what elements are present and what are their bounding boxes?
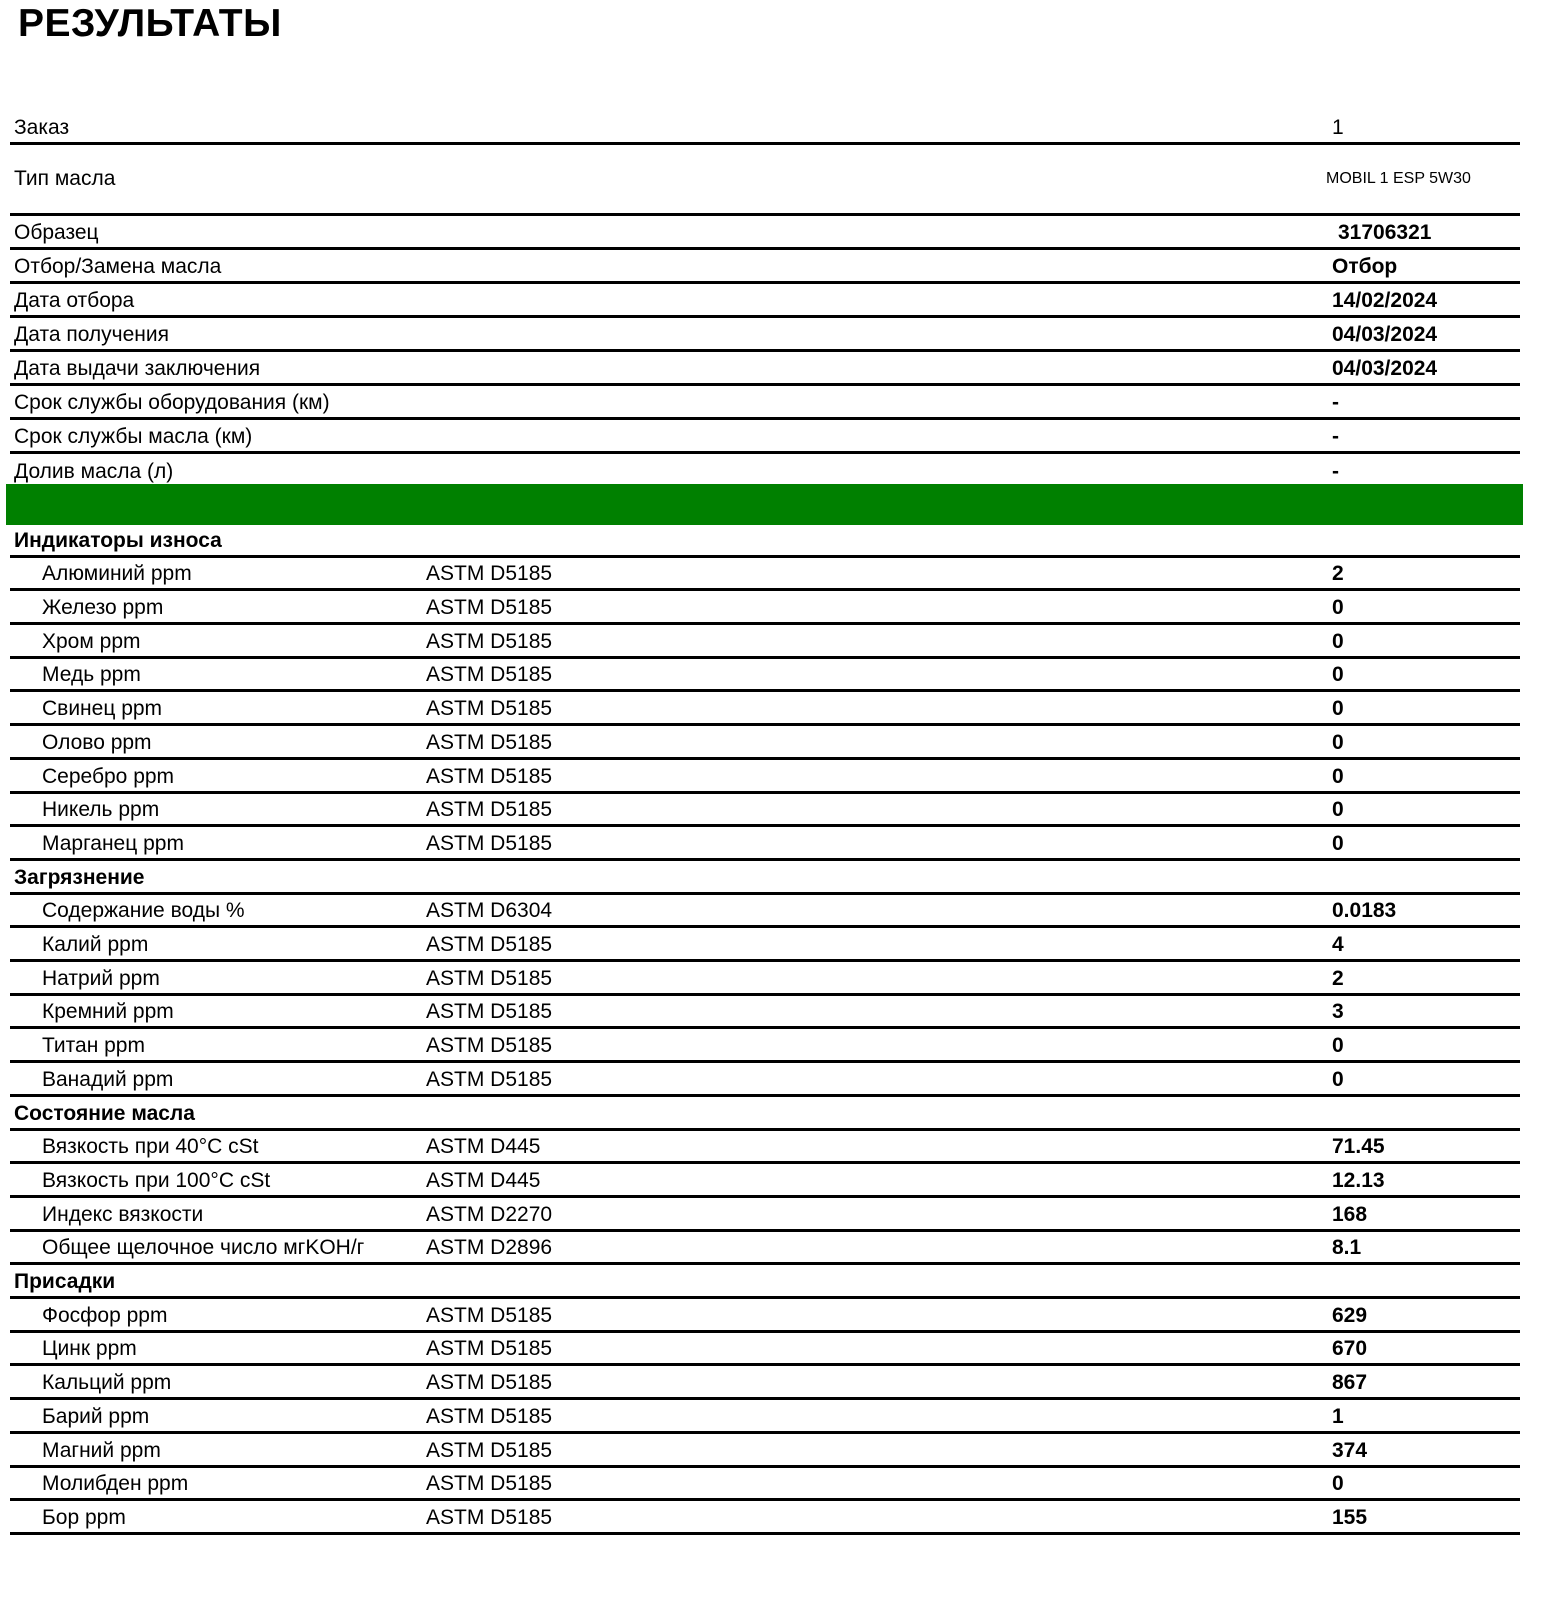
info-value: - bbox=[1332, 460, 1339, 483]
section-title: Состояние масла bbox=[14, 1101, 195, 1125]
test-name: Индекс вязкости bbox=[42, 1202, 204, 1226]
info-row-sampling-change bbox=[10, 250, 1520, 284]
test-row bbox=[10, 693, 1520, 727]
test-row bbox=[10, 827, 1520, 861]
test-row bbox=[10, 1333, 1520, 1367]
info-value: MOBIL 1 ESP 5W30 bbox=[1326, 170, 1471, 187]
test-method: ASTM D5185 bbox=[426, 1472, 553, 1496]
test-name: Фосфор ppm bbox=[42, 1303, 168, 1327]
test-row bbox=[10, 1367, 1520, 1401]
test-name: Олово ppm bbox=[42, 730, 152, 754]
test-method: ASTM D6304 bbox=[426, 899, 553, 923]
test-row bbox=[10, 1501, 1520, 1535]
test-method: ASTM D5185 bbox=[426, 1067, 553, 1091]
test-method: ASTM D445 bbox=[426, 1135, 541, 1159]
info-row-oil-life bbox=[10, 420, 1520, 454]
test-row bbox=[10, 659, 1520, 693]
test-row bbox=[10, 1131, 1520, 1165]
test-row bbox=[10, 1030, 1520, 1064]
test-row bbox=[10, 996, 1520, 1030]
test-method: ASTM D5185 bbox=[426, 798, 553, 822]
info-row-received-date bbox=[10, 318, 1520, 352]
test-method: ASTM D2896 bbox=[426, 1236, 553, 1260]
test-row bbox=[10, 794, 1520, 828]
status-band bbox=[6, 484, 1523, 525]
test-value: 0 bbox=[1332, 798, 1344, 822]
test-row bbox=[10, 1400, 1520, 1434]
test-method: ASTM D5185 bbox=[426, 1371, 553, 1395]
test-value: 168 bbox=[1332, 1202, 1368, 1226]
test-row bbox=[10, 625, 1520, 659]
test-name: Общее щелочное число мгKOH/г bbox=[42, 1236, 365, 1260]
test-value: 670 bbox=[1332, 1337, 1368, 1361]
info-label: Дата отбора bbox=[14, 289, 135, 312]
test-value: 0 bbox=[1332, 1472, 1344, 1496]
info-row-equipment-life bbox=[10, 386, 1520, 420]
info-row-oil-topup bbox=[10, 454, 1520, 486]
info-label: Срок службы масла (км) bbox=[14, 425, 253, 448]
test-name: Кальций ppm bbox=[42, 1371, 172, 1395]
info-value: 04/03/2024 bbox=[1332, 357, 1438, 380]
test-method: ASTM D5185 bbox=[426, 1404, 553, 1428]
test-name: Молибден ppm bbox=[42, 1472, 189, 1496]
test-value: 8.1 bbox=[1332, 1236, 1362, 1260]
test-name: Алюминий ppm bbox=[42, 562, 192, 586]
info-label: Дата выдачи заключения bbox=[14, 357, 261, 380]
test-value: 155 bbox=[1332, 1505, 1368, 1529]
test-name: Железо ppm bbox=[42, 596, 164, 620]
info-value: 14/02/2024 bbox=[1332, 289, 1438, 312]
info-value: - bbox=[1332, 425, 1339, 448]
test-value: 867 bbox=[1332, 1371, 1368, 1395]
page-title: РЕЗУЛЬТАТЫ bbox=[18, 2, 282, 45]
test-row bbox=[10, 1468, 1520, 1502]
section-title: Индикаторы износа bbox=[14, 528, 222, 552]
info-row-sampling-date bbox=[10, 284, 1520, 318]
info-label: Долив масла (л) bbox=[14, 460, 174, 483]
test-row bbox=[10, 1063, 1520, 1097]
test-name: Цинк ppm bbox=[42, 1337, 137, 1361]
test-row bbox=[10, 1232, 1520, 1266]
info-label: Срок службы оборудования (км) bbox=[14, 391, 330, 414]
info-row-sample bbox=[10, 216, 1520, 250]
info-value: Отбор bbox=[1332, 255, 1398, 278]
info-value: - bbox=[1332, 391, 1339, 414]
test-name: Бор ppm bbox=[42, 1505, 126, 1529]
test-value: 0 bbox=[1332, 764, 1344, 788]
test-value: 1 bbox=[1332, 1404, 1344, 1428]
test-row bbox=[10, 1198, 1520, 1232]
section-title: Загрязнение bbox=[14, 865, 145, 889]
test-value: 12.13 bbox=[1332, 1168, 1385, 1192]
test-method: ASTM D5185 bbox=[426, 966, 553, 990]
info-label: Дата получения bbox=[14, 323, 169, 346]
info-value: 31706321 bbox=[1338, 221, 1432, 244]
test-value: 71.45 bbox=[1332, 1135, 1385, 1159]
info-value: 1 bbox=[1332, 116, 1344, 139]
section-header bbox=[10, 1265, 1520, 1299]
test-name: Натрий ppm bbox=[42, 966, 160, 990]
test-method: ASTM D5185 bbox=[426, 1438, 553, 1462]
test-name: Свинец ppm bbox=[42, 697, 163, 721]
info-label: Отбор/Замена масла bbox=[14, 255, 222, 278]
test-method: ASTM D5185 bbox=[426, 1505, 553, 1529]
test-row bbox=[10, 962, 1520, 996]
test-value: 0 bbox=[1332, 697, 1344, 721]
test-method: ASTM D5185 bbox=[426, 764, 553, 788]
test-method: ASTM D5185 bbox=[426, 1034, 553, 1058]
test-name: Вязкость при 100°C cSt bbox=[42, 1168, 271, 1192]
test-row bbox=[10, 1299, 1520, 1333]
info-label: Заказ bbox=[14, 116, 70, 139]
info-label: Тип масла bbox=[14, 167, 116, 190]
test-method: ASTM D5185 bbox=[426, 1303, 553, 1327]
test-value: 0 bbox=[1332, 663, 1344, 687]
test-row bbox=[10, 591, 1520, 625]
test-row bbox=[10, 928, 1520, 962]
test-row bbox=[10, 1164, 1520, 1198]
test-method: ASTM D5185 bbox=[426, 730, 553, 754]
test-method: ASTM D5185 bbox=[426, 562, 553, 586]
info-row-order bbox=[10, 110, 1520, 145]
test-value: 0 bbox=[1332, 730, 1344, 754]
test-row bbox=[10, 760, 1520, 794]
test-name: Магний ppm bbox=[42, 1438, 161, 1462]
test-row bbox=[10, 895, 1520, 929]
test-value: 3 bbox=[1332, 1000, 1344, 1024]
test-method: ASTM D5185 bbox=[426, 663, 553, 687]
info-value: 04/03/2024 bbox=[1332, 323, 1438, 346]
info-row-oil-type bbox=[10, 145, 1520, 216]
test-method: ASTM D2270 bbox=[426, 1202, 553, 1226]
test-method: ASTM D5185 bbox=[426, 1337, 553, 1361]
test-row bbox=[10, 558, 1520, 592]
test-value: 4 bbox=[1332, 933, 1344, 957]
section-header bbox=[10, 524, 1520, 558]
test-name: Барий ppm bbox=[42, 1404, 150, 1428]
test-name: Марганец ppm bbox=[42, 831, 184, 855]
test-name: Вязкость при 40°C cSt bbox=[42, 1135, 259, 1159]
test-name: Содержание воды % bbox=[42, 899, 245, 923]
test-method: ASTM D5185 bbox=[426, 831, 553, 855]
test-name: Хром ppm bbox=[42, 629, 141, 653]
info-row-report-date bbox=[10, 352, 1520, 386]
section-header bbox=[10, 861, 1520, 895]
test-value: 0 bbox=[1332, 596, 1344, 620]
test-method: ASTM D445 bbox=[426, 1168, 541, 1192]
test-value: 0 bbox=[1332, 629, 1344, 653]
test-name: Кремний ppm bbox=[42, 1000, 174, 1024]
test-name: Никель ppm bbox=[42, 798, 160, 822]
test-name: Медь ppm bbox=[42, 663, 141, 687]
test-value: 2 bbox=[1332, 562, 1344, 586]
test-method: ASTM D5185 bbox=[426, 1000, 553, 1024]
test-method: ASTM D5185 bbox=[426, 596, 553, 620]
test-name: Серебро ppm bbox=[42, 764, 175, 788]
test-row bbox=[10, 1434, 1520, 1468]
test-value: 0 bbox=[1332, 831, 1344, 855]
test-name: Ванадий ppm bbox=[42, 1067, 174, 1091]
info-label: Образец bbox=[14, 221, 99, 244]
test-value: 2 bbox=[1332, 966, 1344, 990]
test-method: ASTM D5185 bbox=[426, 933, 553, 957]
test-value: 629 bbox=[1332, 1303, 1368, 1327]
test-value: 0.0183 bbox=[1332, 899, 1397, 923]
section-title: Присадки bbox=[14, 1270, 116, 1294]
test-name: Титан ppm bbox=[42, 1034, 145, 1058]
test-method: ASTM D5185 bbox=[426, 697, 553, 721]
test-value: 374 bbox=[1332, 1438, 1368, 1462]
test-row bbox=[10, 726, 1520, 760]
test-value: 0 bbox=[1332, 1067, 1344, 1091]
section-header bbox=[10, 1097, 1520, 1131]
test-name: Калий ppm bbox=[42, 933, 149, 957]
test-value: 0 bbox=[1332, 1034, 1344, 1058]
test-method: ASTM D5185 bbox=[426, 629, 553, 653]
